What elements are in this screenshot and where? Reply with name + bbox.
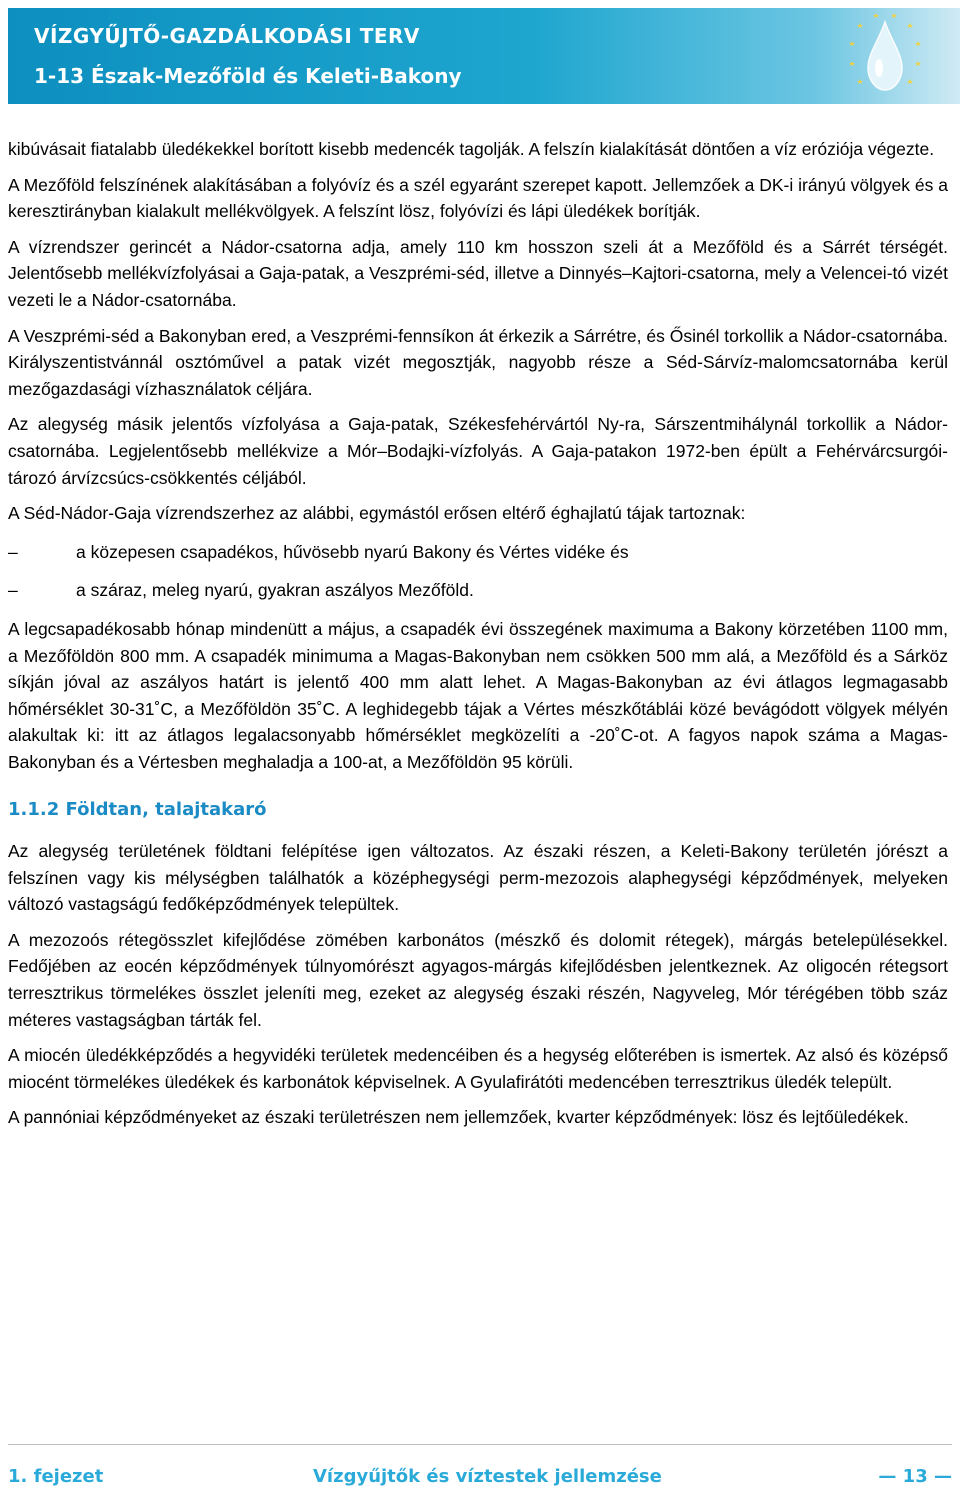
paragraph: kibúvásait fiatalabb üledékekkel borított kisebb medencék tagolják. A felszín kialakítását döntően a víz eróziója végezte. — [8, 139, 935, 159]
list-item — [8, 577, 948, 604]
paragraph: A Séd-Nádor-Gaja vízrendszerhez az alábbi, egymástól erősen eltérő éghajlatú tájak tartoznak: — [8, 503, 746, 524]
footer-chapter: 1. fejezet — [8, 1466, 104, 1487]
page-header — [8, 8, 960, 104]
footer-title: Vízgyűjtők és víztestek jellemzése — [313, 1466, 662, 1487]
dash-bullet: – — [8, 541, 18, 562]
header-subtitle: 1-13 Észak-Mezőföld és Keleti-Bakony — [34, 64, 462, 88]
paragraph: A Veszprémi-séd a Bakonyban ered, a Veszprémi-fennsíkon át érkezik a Sárrétre, és Ősinél torkollik a Nádor-csatornába. Királyszentistvánnál osztóművel a patak vizét megosztják, nagyobb része a Séd-Sárvíz-malomcsatornába kerül mezőgazdasági vízhasználatok céljára. — [8, 325, 948, 399]
paragraph: Az alegység területének földtani felépítése igen változatos. Az északi részen, a Keleti-Bakony területén jórészt a felszínen vagy kis mélységben találhatók a középhegységi perm-mezozois alaphegységi képződmények, melyeken változó vastagságú fedőképződmények települtek. — [8, 841, 948, 915]
page-number: — 13 — — [878, 1466, 952, 1487]
section-heading: 1.1.2 Földtan, talajtakaró — [8, 799, 267, 821]
paragraph: A mezozoós rétegösszlet kifejlődése zömében karbonátos (mészkő és dolomit rétegek), márgás betelepülésekkel. Fedőjében az eocén képződmények túlnyomórészt agyagos-márgás kifejlődésben jelentkeznek. Az oligocén rétegsort terresztrikus törmelékes összlet jeleníti meg, ezeket az alegység északi részén, Nagyveleg, Mór térégében több száz méteres vastagságban tárták fel. — [8, 929, 948, 1030]
dash-bullet: – — [8, 580, 18, 601]
list-item — [8, 539, 948, 566]
header-title: VÍZGYŰJTŐ-GAZDÁLKODÁSI TERV — [34, 24, 420, 48]
eu-water-drop-logo — [820, 10, 940, 102]
document-body — [8, 136, 948, 1140]
list-item-text: a közepesen csapadékos, hűvösebb nyarú Bakony és Vértes vidéke és — [76, 541, 629, 562]
paragraph: Az alegység másik jelentős vízfolyása a Gaja-patak, Székesfehérvártól Ny-ra, Sárszentmihálynál torkollik a Nádor-csatornába. Legjelentősebb mellékvize a Mór–Bodajki-vízfolyás. A Gaja-patakon 1972-ben épült a Fehérvárcsurgói-tározó árvízcsúcs-csökkentés céljából. — [8, 414, 948, 488]
paragraph: A Mezőföld felszínének alakításában a folyóvíz és a szél egyaránt szerepet kapott. Jellemzőek a DK-i irányú völgyek és a keresztirányban kialakult mellékvölgyek. A felszínt lösz, folyóvízi és lápi üledékek borítják. — [8, 174, 948, 222]
list-item-text: a száraz, meleg nyarú, gyakran aszályos Mezőföld. — [76, 580, 474, 601]
paragraph: A legcsapadékosabb hónap mindenütt a május, a csapadék évi összegének maximuma a Bakony körzetében 1100 mm, a Mezőföldön 800 mm. A csapadék minimuma a Magas-Bakonyban nem csökken 500 mm alá, a Mezőföld és a Sárköz síkján jóval az aszályos határt is jelentő 400 mm alatt lehet. A Magas-Bakonyban az évi átlagos legmagasabb hőmérséklet 30-31˚C, a Mezőföldön 35˚C. A leghidegebb tájak a Vértes mészkőtáblái közé bevágódott völgyek mélyén alakultak ki: itt az átlagos legalacsonyabb hőmérséklet megközelíti a -20˚C-ot. A fagyos napok száma a Magas-Bakonyban és a Vértesben meghaladja a 100-at, a Mezőföldön 95 körüli. — [8, 618, 948, 772]
footer-divider — [8, 1444, 952, 1445]
paragraph: A pannóniai képződményeket az északi területrészen nem jellemzőek, kvarter képződmények: lösz és lejtőüledékek. — [8, 1107, 909, 1128]
paragraph: A vízrendszer gerincét a Nádor-csatorna adja, amely 110 km hosszon szeli át a Mezőföld és a Sárrét térségét. Jelentősebb mellékvízfolyásai a Gaja-patak, a Veszprémi-séd, illetve a Dinnyés–Kajtori-csatorna, mely a Velencei-tó vizét vezeti le a Nádor-csatornába. — [8, 236, 948, 310]
page-footer — [8, 1466, 952, 1490]
paragraph: A miocén üledékképződés a hegyvidéki területek medencéiben és a hegység előterében is ismertek. Az alsó és középső miocént törmelékes üledékek és karbonátok képviselnek. A Gyulafirátóti medencében terresztrikus üledék települt. — [8, 1045, 948, 1092]
